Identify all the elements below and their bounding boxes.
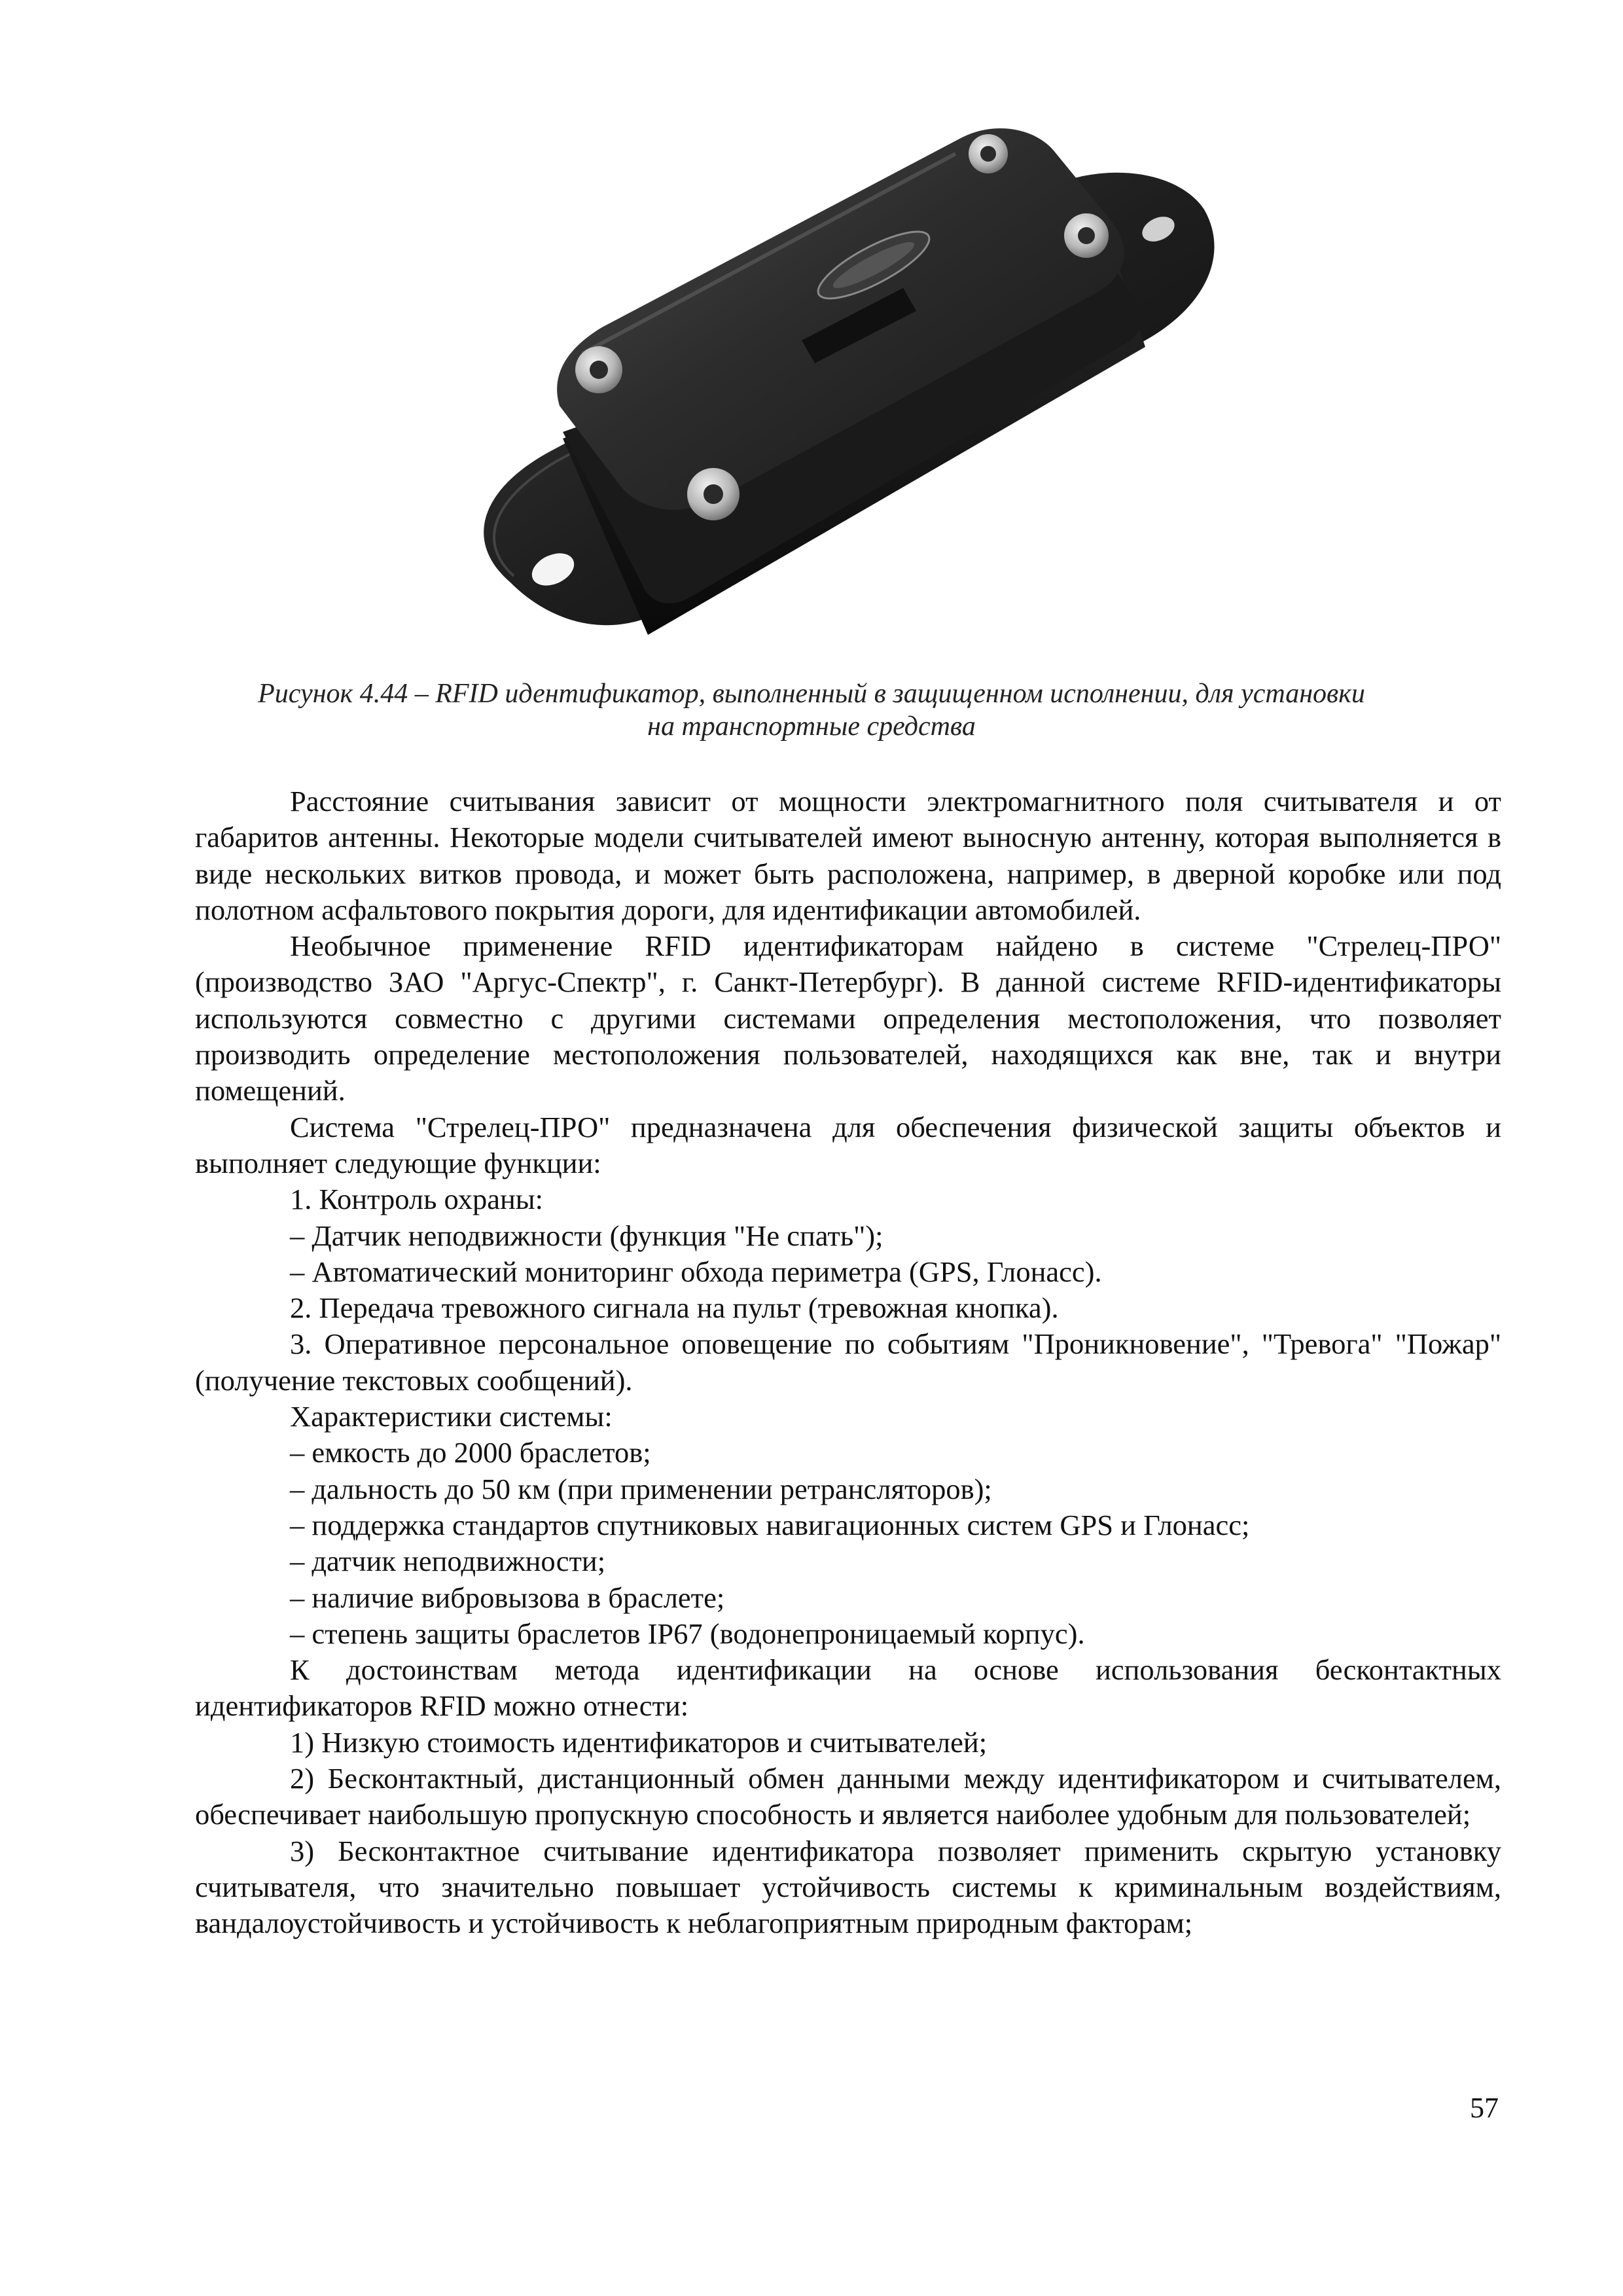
figure-caption [196,677,1427,743]
list-item: 1) Низкую стоимость идентификаторов и считывателей; [290,1725,988,1759]
page-number: 57 [1470,2092,1499,2124]
list-item: – Датчик неподвижности (функция "Не спать"); [290,1219,883,1252]
paragraph-strelets-usage: Необычное применение RFID идентификаторам найдено в системе "Стрелец-ПРО" (производство ЗАО "Аргус-Спектр", г. Санкт-Петербург). В данной системе RFID-идентификаторы используются совместно с другими системами определения местоположения, что позволяет производить определение местоположения пользователей, находящихся как вне, так и внутри помещений. [195,929,1501,1107]
rfid-device-illustration [452,124,1237,668]
paragraph-reading-distance: Расстояние считывания зависит от мощности электромагнитного поля считывателя и от габаритов антенны. Некоторые модели считывателей имеют выносную антенну, которая выполняется в виде нескольких витков провода, и может быть расположена, например, в дверной коробке или под полотном асфальтового покрытия дороги, для идентификации автомобилей. [195,785,1501,926]
characteristics-heading: Характеристики системы: [290,1400,613,1433]
list-item: – степень защиты браслетов IP67 (водонепроницаемый корпус). [290,1617,1085,1650]
list-item: – датчик неподвижности; [290,1545,606,1578]
list-item: 3. Оперативное персональное оповещение по событиям "Проникновение", "Тревога" "Пожар" (получение текстовых сообщений). [195,1327,1501,1397]
list-item: – поддержка стандартов спутниковых навигационных систем GPS и Глонасс; [290,1508,1250,1541]
list-item: – Автоматический мониторинг обхода периметра (GPS, Глонасс). [290,1255,1102,1288]
figure-caption-line-1: Рисунок 4.44 – RFID идентификатор, выполненный в защищенном исполнении, для установки [258,679,1365,709]
paragraph-system-purpose: Система "Стрелец-ПРО" предназначена для обеспечения физической защиты объектов и выполняет следующие функции: [195,1110,1501,1179]
figure-caption-line-2: на транспортные средства [647,711,976,742]
paragraph-advantages-intro: К достоинствам метода идентификации на основе использования бесконтактных идентификаторов RFID можно отнести: [195,1653,1501,1723]
list-item: 3) Бесконтактное считывание идентификатора позволяет применить скрытую установку считывателя, что значительно повышает устойчивость системы к криминальным воздействиям, вандалоустойчивость и устойчивость к неблагоприятным природным факторам; [195,1834,1501,1940]
body-text [195,783,1501,1942]
list-item: – наличие вибровызова в браслете; [290,1581,725,1614]
list-item: 1. Контроль охраны: [290,1183,544,1216]
list-item: – дальность до 50 км (при применении ретрансляторов); [290,1472,992,1505]
list-item: 2. Передача тревожного сигнала на пульт (тревожная кнопка). [290,1291,1059,1325]
rfid-device-figure [452,124,1237,668]
list-item: – емкость до 2000 браслетов; [290,1436,651,1469]
list-item: 2) Бесконтактный, дистанционный обмен данными между идентификатором и считывателем, обеспечивает наибольшую пропускную способность и является наиболее удобным для пользователей; [195,1762,1501,1831]
